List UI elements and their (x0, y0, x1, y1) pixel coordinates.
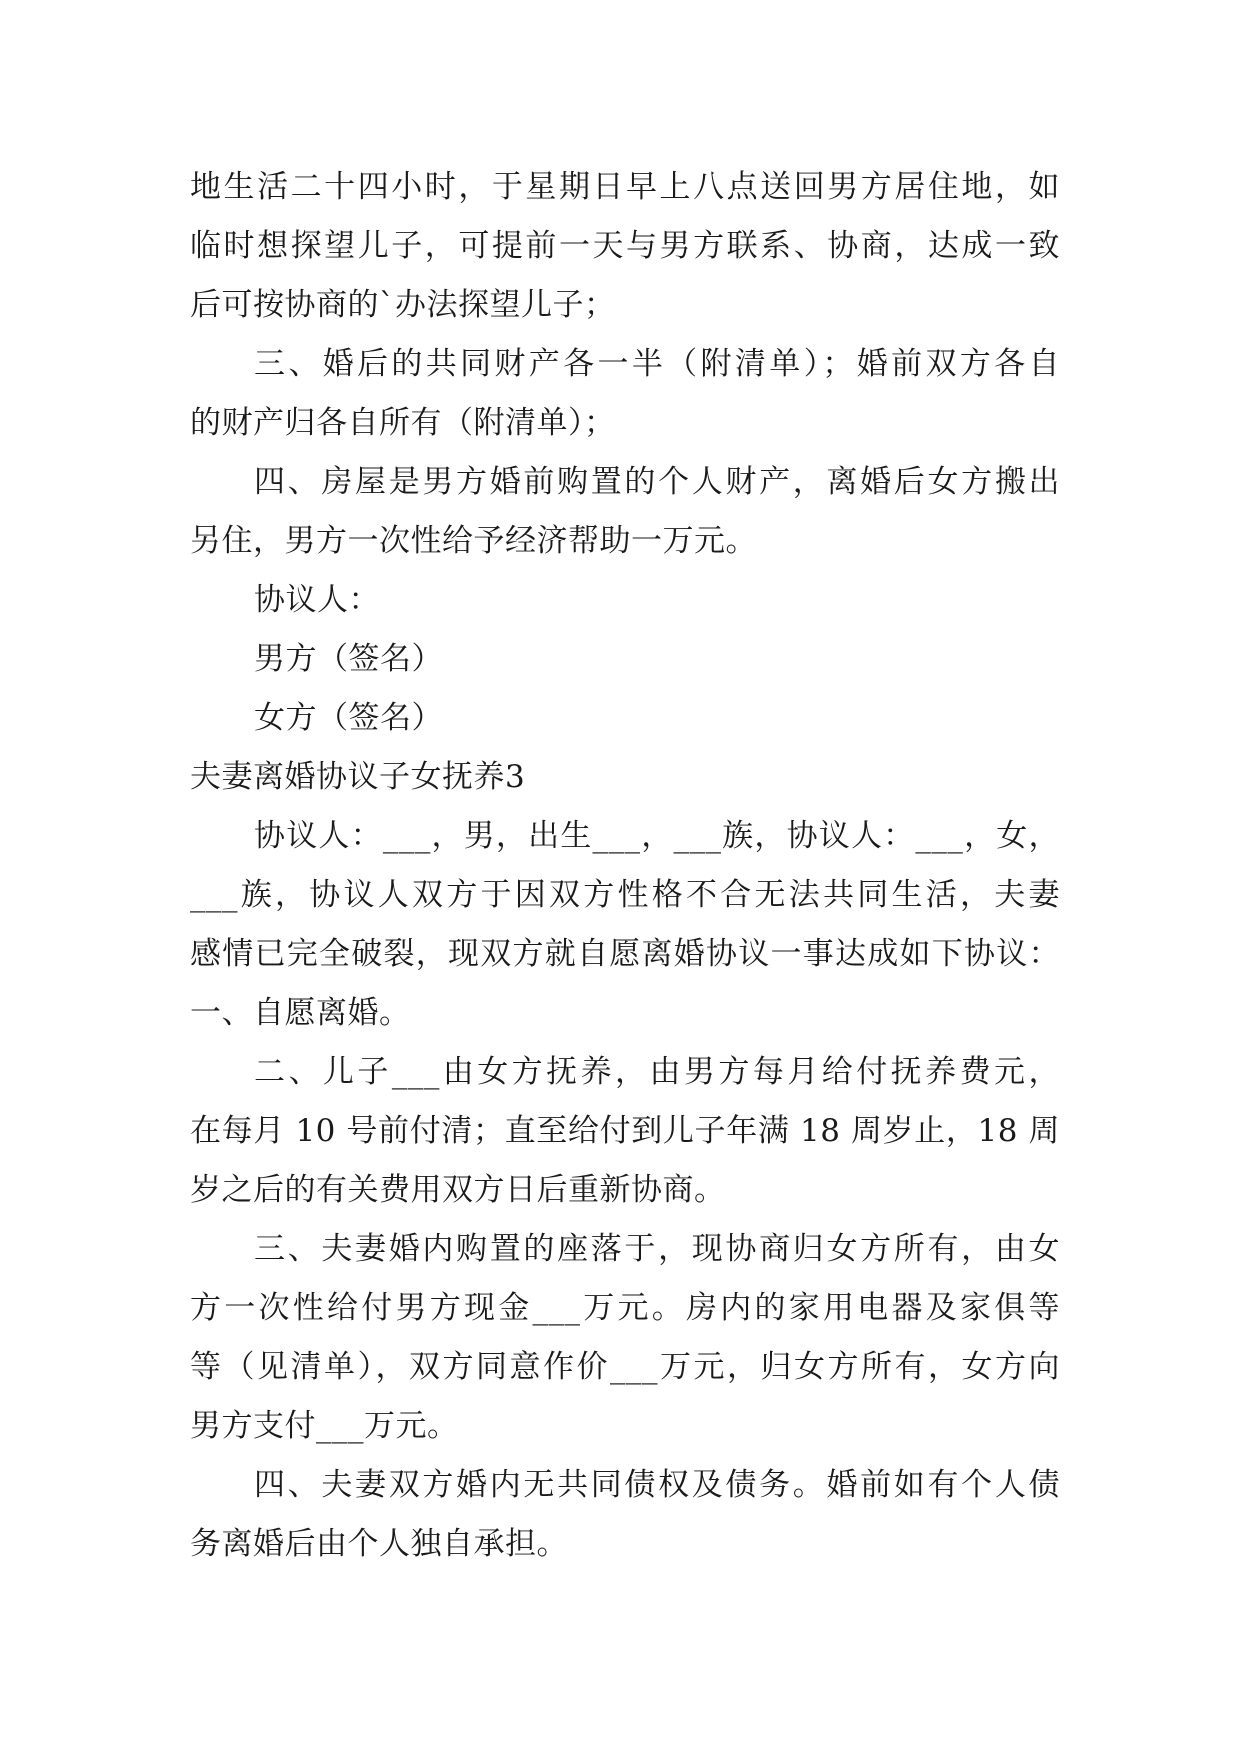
body-line: 地生活二十四小时，于星期日早上八点送回男方居住地，如 (190, 169, 1060, 205)
body-line: 后可按协商的`办法探望儿子； (190, 287, 616, 323)
signatory-label: 协议人： (254, 582, 380, 618)
body-line: 一、自愿离婚。 (190, 995, 411, 1031)
body-line: 另住，男方一次性给予经济帮助一万元。 (190, 523, 757, 559)
paragraph-start-line: 三、夫妻婚内购置的座落于，现协商归女方所有，由女 (254, 1231, 1060, 1267)
male-signature-line: 男方（签名） (254, 641, 443, 677)
paragraph-start-line: 四、房屋是男方婚前购置的个人财产，离婚后女方搬出 (254, 464, 1060, 500)
body-line: 感情已完全破裂，现双方就自愿离婚协议一事达成如下协议： (190, 936, 1060, 972)
paragraph-start-line: 协议人：___，男，出生___，___族，协议人：___，女， (254, 818, 1060, 854)
paragraph-start-line: 四、夫妻双方婚内无共同债权及债务。婚前如有个人债 (254, 1467, 1060, 1503)
body-line: ___族，协议人双方于因双方性格不合无法共同生活，夫妻 (190, 877, 1060, 913)
female-signature-line: 女方（签名） (254, 700, 443, 736)
body-line: 岁之后的有关费用双方日后重新协商。 (190, 1172, 726, 1208)
body-line: 临时想探望儿子，可提前一天与男方联系、协商，达成一致 (190, 228, 1060, 264)
body-line: 方一次性给付男方现金___万元。房内的家用电器及家俱等 (190, 1290, 1060, 1326)
body-line: 在每月 10 号前付清；直至给付到儿子年满 18 周岁止，18 周 (190, 1113, 1060, 1149)
body-line: 等（见清单），双方同意作价___万元，归女方所有，女方向 (190, 1349, 1060, 1385)
body-line: 男方支付___万元。 (190, 1408, 459, 1444)
paragraph-start-line: 二、儿子___由女方抚养，由男方每月给付抚养费元， (254, 1054, 1060, 1090)
body-line: 务离婚后由个人独自承担。 (190, 1526, 568, 1562)
document-body (190, 158, 1060, 1574)
paragraph-start-line: 三、婚后的共同财产各一半（附清单）；婚前双方各自 (254, 346, 1060, 382)
section-title: 夫妻离婚协议子女抚养3 (190, 759, 526, 795)
body-line: 的财产归各自所有（附清单）； (190, 405, 616, 441)
